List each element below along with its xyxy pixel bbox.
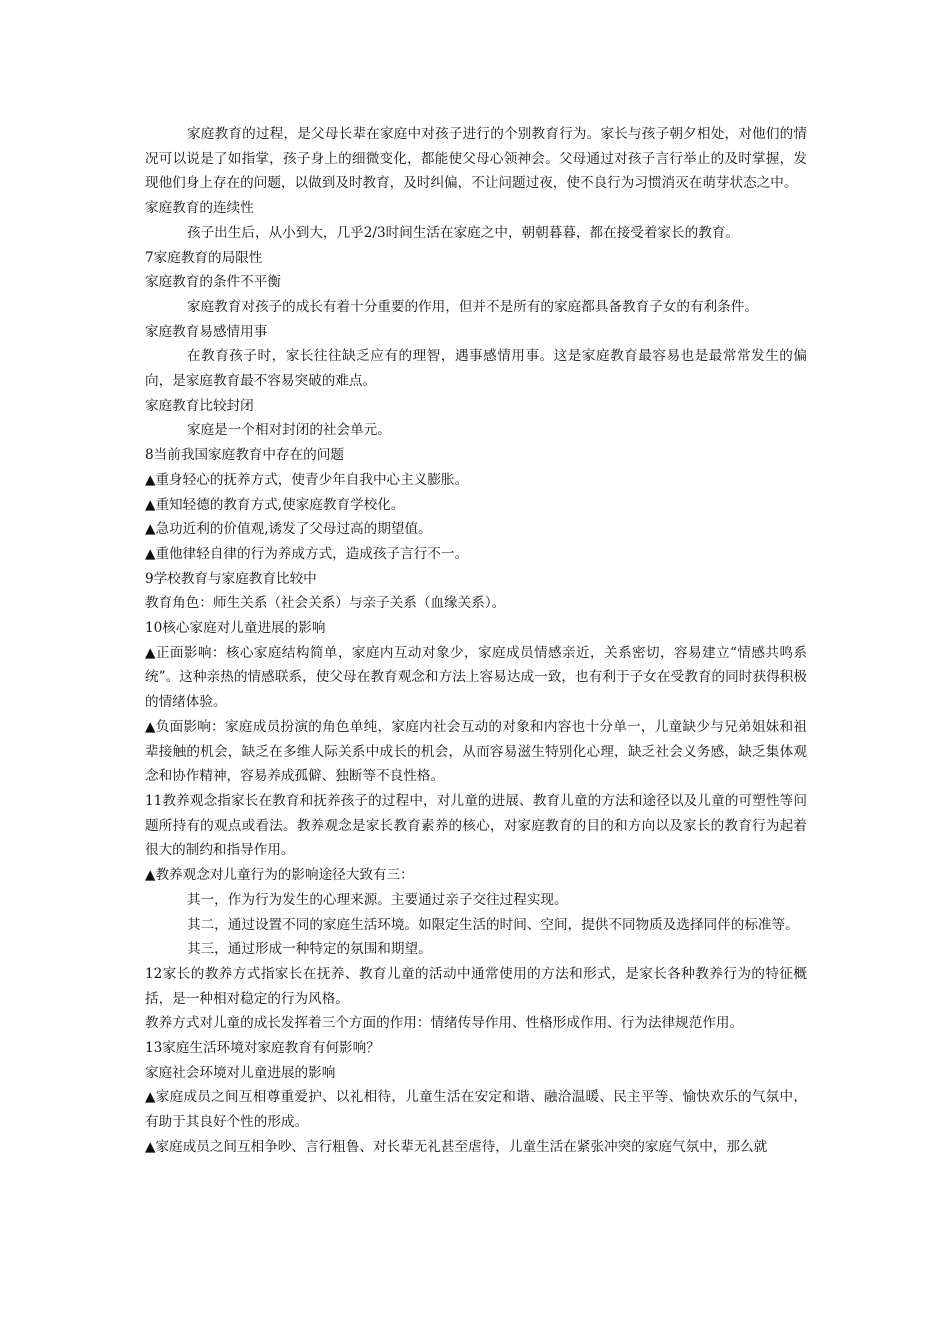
section-heading-13: 13家庭生活环境对家庭教育有何影响？ — [145, 1040, 380, 1057]
bullet-item: ▲重身轻心的抚养方式，使青少年自我中心主义膨胀。 — [145, 471, 469, 488]
paragraph-education-roles: 教育角色：师生关系（社会关系）与亲子关系（血缘关系）。 — [145, 595, 506, 612]
bullet-item-harmonious-family: ▲家庭成员之间互相尊重爱护、以礼相待，儿童生活在安定和谐、融洽温暖、民主平等、愉快欢乐的气氛中，有助于其良好个性的形成。 — [145, 1089, 807, 1131]
section-heading-7: 7家庭教育的局限性 — [145, 249, 263, 266]
heading-unbalanced-conditions: 家庭教育的条件不平衡 — [145, 274, 281, 291]
bullet-item: ▲重他律轻自律的行为养成方式，造成孩子言行不一。 — [145, 545, 469, 562]
paragraph-path-one: 其一，作为行为发生的心理来源。主要通过亲子交往过程实现。 — [187, 891, 568, 908]
paragraph-unbalanced-conditions: 家庭教育对孩子的成长有着十分重要的作用，但并不是所有的家庭都具备教育子女的有利条件。 — [187, 298, 758, 315]
paragraph-parenting-roles: 教养方式对儿童的成长发挥着三个方面的作用：情绪传导作用、性格形成作用、行为法律规范作用。 — [145, 1015, 744, 1032]
heading-emotional: 家庭教育易感情用事 — [145, 323, 268, 340]
document-page — [145, 122, 807, 1160]
paragraph-family-education-process: 家庭教育的过程，是父母长辈在家庭中对孩子进行的个别教育行为。家长与孩子朝夕相处，对他们的情况可以说是了如指掌，孩子身上的细微变化，都能使父母心领神会。父母通过对孩子言行举止的及时掌握，发现他们身上存在的问题，以做到及时教育，及时纠偏，不让问题过夜，使不良行为习惯消灭在萌芽状态之中。 — [145, 126, 807, 192]
heading-closed: 家庭教育比较封闭 — [145, 397, 254, 414]
paragraph-closed: 家庭是一个相对封闭的社会单元。 — [187, 422, 391, 439]
section-heading-8: 8当前我国家庭教育中存在的问题 — [145, 447, 344, 464]
section-heading-10: 10核心家庭对儿童进展的影响 — [145, 620, 326, 637]
bullet-item: ▲重知轻德的教育方式,使家庭教育学校化。 — [145, 496, 405, 513]
section-heading-9: 9学校教育与家庭教育比较中 — [145, 570, 317, 587]
bullet-item: ▲急功近利的价值观,诱发了父母过高的期望值。 — [145, 521, 432, 538]
paragraph-continuity: 孩子出生后，从小到大，几乎2/3时间生活在家庭之中，朝朝暮暮，都在接受着家长的教育。 — [187, 224, 740, 241]
bullet-item-negative-impact: ▲负面影响：家庭成员扮演的角色单纯，家庭内社会互动的对象和内容也十分单一，儿童缺少与兄弟姐妹和祖辈接触的机会，缺乏在多维人际关系中成长的机会，从而容易滋生特别化心理，缺乏社会义务感，缺乏集体观念和协作精神，容易养成孤僻、独断等不良性格。 — [145, 718, 807, 785]
paragraph-path-three: 其三，通过形成一种特定的氛围和期望。 — [187, 941, 432, 958]
bullet-item-influence-paths: ▲教养观念对儿童行为的影响途径大致有三： — [145, 867, 414, 884]
section-paragraph-11: 11教养观念指家长在教育和抚养孩子的过程中，对儿童的进展、教育儿童的方法和途径以及儿童的可塑性等问题所持有的观点或看法。教养观念是家长教育素养的核心，对家庭教育的目的和方向以及家长的教育行为起着很大的制约和指导作用。 — [145, 792, 807, 859]
bullet-item-positive-impact: ▲正面影响：核心家庭结构简单，家庭内互动对象少，家庭成员情感亲近，关系密切，容易建立“情感共鸣系统”。这种亲热的情感联系，使父母在教育观念和方法上容易达成一致，也有利于子女在受教育的同时获得积极的情绪体验。 — [145, 644, 807, 711]
paragraph-path-two: 其二，通过设置不同的家庭生活环境。如限定生活的时间、空间，提供不同物质及选择同伴的标准等。 — [187, 916, 799, 933]
section-paragraph-12: 12家长的教养方式指家长在抚养、教育儿童的活动中通常使用的方法和形式，是家长各种教养行为的特征概括，是一种相对稳定的行为风格。 — [145, 965, 807, 1007]
bullet-item-conflict-family: ▲家庭成员之间互相争吵、言行粗鲁、对长辈无礼甚至虐待，儿童生活在紧张冲突的家庭气氛中，那么就 — [145, 1138, 768, 1155]
heading-continuity: 家庭教育的连续性 — [145, 200, 254, 217]
heading-social-environment: 家庭社会环境对儿童进展的影响 — [145, 1064, 336, 1081]
paragraph-emotional: 在教育孩子时，家长往往缺乏应有的理智，遇事感情用事。这是家庭教育最容易也是最常常发生的偏向，是家庭教育最不容易突破的难点。 — [145, 348, 807, 390]
